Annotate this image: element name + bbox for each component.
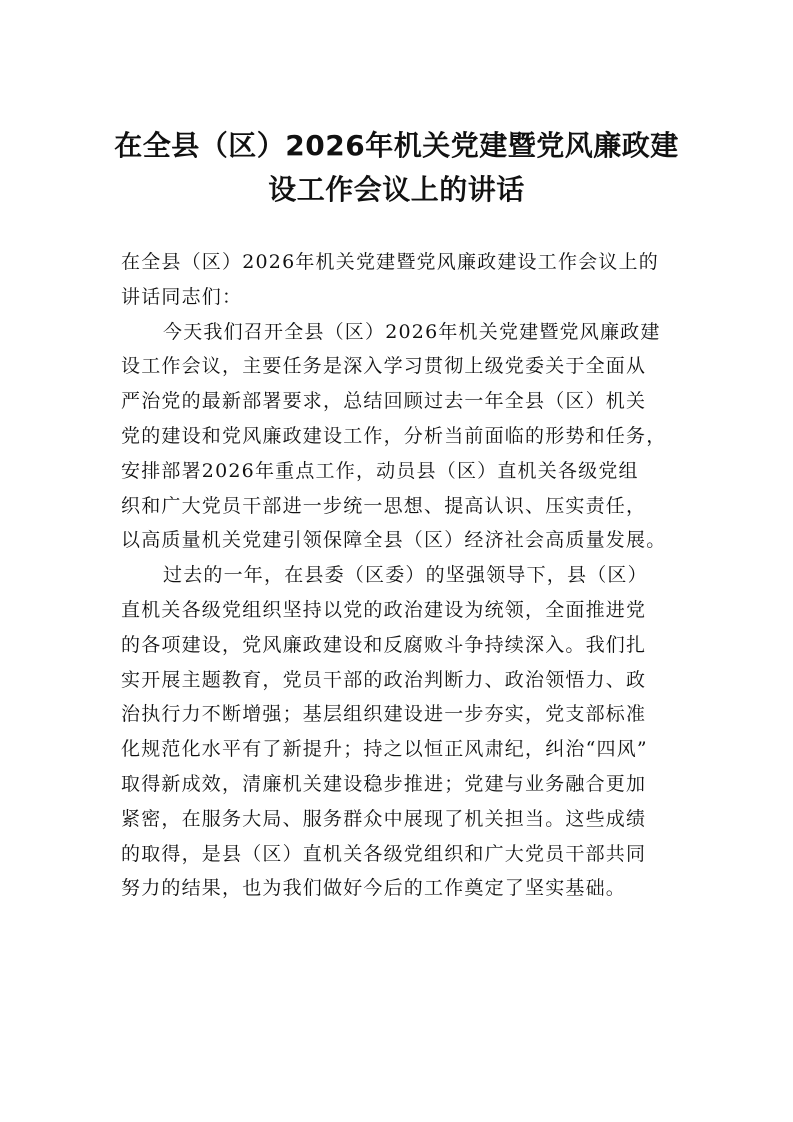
body-line: 紧密，在服务大局、服务群众中展现了机关担当。这些成绩 xyxy=(121,807,647,830)
body-line: 的各项建设，党风廉政建设和反腐败斗争持续深入。我们扎 xyxy=(121,633,647,656)
title-line-2: 设工作会议上的讲话 xyxy=(268,173,525,206)
body-line: 努力的结果，也为我们做好今后的工作奠定了坚实基础。 xyxy=(121,877,627,900)
body-line: 讲话同志们： xyxy=(121,285,243,308)
document-body xyxy=(121,245,677,906)
document-title xyxy=(100,124,693,212)
body-line: 直机关各级党组织坚持以党的政治建设为统领，全面推进党 xyxy=(121,598,647,621)
body-line: 党的建设和党风廉政建设工作，分析当前面临的形势和任务， xyxy=(121,424,667,447)
body-line: 化规范化水平有了新提升；持之以恒正风肃纪，纠治“四风” xyxy=(121,738,648,761)
body-line: 织和广大党员干部进一步统一思想、提高认识、压实责任， xyxy=(121,494,647,517)
body-line: 的取得，是县（区）直机关各级党组织和广大党员干部共同 xyxy=(121,842,647,865)
body-line: 设工作会议，主要任务是深入学习贯彻上级党委关于全面从 xyxy=(121,355,647,378)
title-line-1: 在全县（区）2026年机关党建暨党风廉政建 xyxy=(114,129,679,162)
body-line: 严治党的最新部署要求，总结回顾过去一年全县（区）机关 xyxy=(121,390,647,413)
paragraph-1-first-line: 今天我们召开全县（区）2026年机关党建暨党风廉政建 xyxy=(163,320,661,343)
paragraph-2-first-line: 过去的一年，在县委（区委）的坚强领导下，县（区） xyxy=(163,564,648,587)
body-line: 治执行力不断增强；基层组织建设进一步夯实，党支部标准 xyxy=(121,703,647,726)
body-line: 在全县（区）2026年机关党建暨党风廉政建设工作会议上的 xyxy=(121,251,659,273)
body-line: 安排部署2026年重点工作，动员县（区）直机关各级党组 xyxy=(121,459,639,482)
body-line: 取得新成效，清廉机关建设稳步推进；党建与业务融合更加 xyxy=(121,772,647,795)
body-line: 以高质量机关党建引领保障全县（区）经济社会高质量发展。 xyxy=(121,529,667,552)
body-line: 实开展主题教育，党员干部的政治判断力、政治领悟力、政 xyxy=(121,668,647,691)
